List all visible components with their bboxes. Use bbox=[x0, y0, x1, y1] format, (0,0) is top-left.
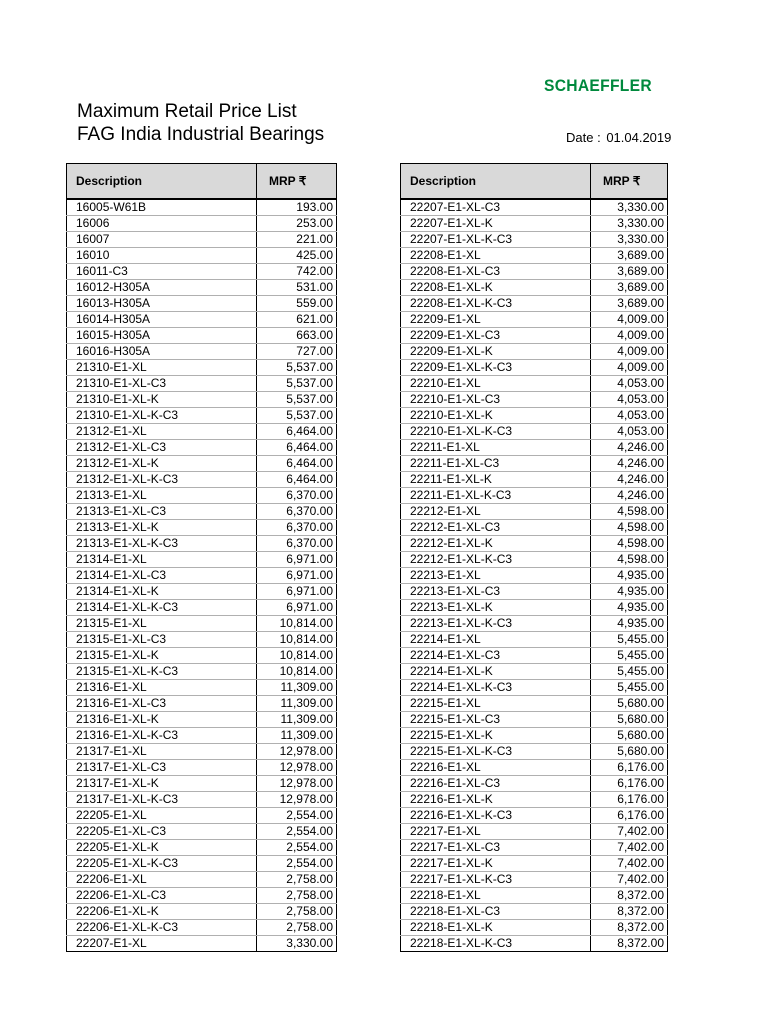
mrp-value: 5,455.00 bbox=[591, 632, 668, 648]
mrp-value: 3,689.00 bbox=[591, 280, 668, 296]
part-description: 22208-E1-XL-K-C3 bbox=[401, 296, 591, 312]
mrp-value: 4,053.00 bbox=[591, 424, 668, 440]
table-row bbox=[67, 488, 337, 504]
part-description: 22206-E1-XL-K bbox=[67, 904, 257, 920]
table-row bbox=[401, 808, 668, 824]
table-row bbox=[67, 312, 337, 328]
mrp-value: 6,176.00 bbox=[591, 808, 668, 824]
table-row bbox=[67, 376, 337, 392]
mrp-value: 4,935.00 bbox=[591, 568, 668, 584]
part-description: 22215-E1-XL-K bbox=[401, 728, 591, 744]
table-row bbox=[67, 936, 337, 952]
table-row bbox=[401, 760, 668, 776]
mrp-value: 5,680.00 bbox=[591, 728, 668, 744]
part-description: 22217-E1-XL-K-C3 bbox=[401, 872, 591, 888]
part-description: 21316-E1-XL-K bbox=[67, 712, 257, 728]
table-row bbox=[67, 199, 337, 216]
mrp-value: 5,455.00 bbox=[591, 648, 668, 664]
part-description: 22218-E1-XL bbox=[401, 888, 591, 904]
mrp-value: 6,176.00 bbox=[591, 792, 668, 808]
part-description: 21312-E1-XL-K bbox=[67, 456, 257, 472]
part-description: 21310-E1-XL-K bbox=[67, 392, 257, 408]
part-description: 21314-E1-XL-C3 bbox=[67, 568, 257, 584]
part-description: 22210-E1-XL-K-C3 bbox=[401, 424, 591, 440]
table-row bbox=[401, 248, 668, 264]
part-description: 22205-E1-XL-K-C3 bbox=[67, 856, 257, 872]
mrp-value: 11,309.00 bbox=[257, 696, 337, 712]
table-row bbox=[67, 808, 337, 824]
part-description: 16014-H305A bbox=[67, 312, 257, 328]
mrp-value: 8,372.00 bbox=[591, 936, 668, 952]
mrp-value: 4,935.00 bbox=[591, 616, 668, 632]
table-row bbox=[67, 280, 337, 296]
part-description: 22205-E1-XL-K bbox=[67, 840, 257, 856]
table-row bbox=[401, 232, 668, 248]
part-description: 22209-E1-XL bbox=[401, 312, 591, 328]
part-description: 22213-E1-XL-C3 bbox=[401, 584, 591, 600]
mrp-value: 6,464.00 bbox=[257, 424, 337, 440]
part-description: 22218-E1-XL-K bbox=[401, 920, 591, 936]
table-row bbox=[67, 728, 337, 744]
mrp-value: 2,554.00 bbox=[257, 856, 337, 872]
mrp-value: 6,176.00 bbox=[591, 776, 668, 792]
table-row bbox=[401, 792, 668, 808]
part-description: 21316-E1-XL bbox=[67, 680, 257, 696]
mrp-value: 193.00 bbox=[257, 199, 337, 216]
table-row bbox=[67, 328, 337, 344]
table-row bbox=[401, 648, 668, 664]
mrp-value: 4,246.00 bbox=[591, 488, 668, 504]
mrp-value: 2,554.00 bbox=[257, 808, 337, 824]
part-description: 21313-E1-XL-K-C3 bbox=[67, 536, 257, 552]
part-description: 22206-E1-XL-K-C3 bbox=[67, 920, 257, 936]
part-description: 21316-E1-XL-C3 bbox=[67, 696, 257, 712]
table-row bbox=[401, 488, 668, 504]
mrp-value: 3,689.00 bbox=[591, 264, 668, 280]
part-description: 21315-E1-XL bbox=[67, 616, 257, 632]
mrp-value: 11,309.00 bbox=[257, 712, 337, 728]
mrp-value: 5,455.00 bbox=[591, 680, 668, 696]
mrp-value: 5,537.00 bbox=[257, 360, 337, 376]
table-row bbox=[67, 392, 337, 408]
part-description: 22213-E1-XL-K-C3 bbox=[401, 616, 591, 632]
table-row bbox=[401, 440, 668, 456]
table-row bbox=[67, 264, 337, 280]
part-description: 22214-E1-XL-C3 bbox=[401, 648, 591, 664]
table-row bbox=[67, 616, 337, 632]
table-row bbox=[67, 408, 337, 424]
part-description: 22212-E1-XL-K bbox=[401, 536, 591, 552]
table-row bbox=[401, 552, 668, 568]
table-header-row bbox=[67, 164, 337, 200]
mrp-value: 5,680.00 bbox=[591, 744, 668, 760]
table-row bbox=[401, 424, 668, 440]
mrp-value: 10,814.00 bbox=[257, 648, 337, 664]
table-row bbox=[401, 680, 668, 696]
mrp-value: 531.00 bbox=[257, 280, 337, 296]
part-description: 22209-E1-XL-K-C3 bbox=[401, 360, 591, 376]
mrp-value: 4,598.00 bbox=[591, 552, 668, 568]
mrp-value: 6,370.00 bbox=[257, 488, 337, 504]
table-row bbox=[67, 888, 337, 904]
part-description: 16010 bbox=[67, 248, 257, 264]
part-description: 22207-E1-XL-C3 bbox=[401, 199, 591, 216]
mrp-value: 727.00 bbox=[257, 344, 337, 360]
mrp-value: 425.00 bbox=[257, 248, 337, 264]
mrp-value: 621.00 bbox=[257, 312, 337, 328]
mrp-value: 4,246.00 bbox=[591, 472, 668, 488]
mrp-value: 7,402.00 bbox=[591, 840, 668, 856]
table-row bbox=[401, 296, 668, 312]
mrp-value: 6,464.00 bbox=[257, 456, 337, 472]
mrp-value: 5,680.00 bbox=[591, 712, 668, 728]
table-row bbox=[67, 824, 337, 840]
price-table-left-body bbox=[67, 199, 337, 952]
table-row bbox=[401, 520, 668, 536]
part-description: 22215-E1-XL bbox=[401, 696, 591, 712]
mrp-value: 7,402.00 bbox=[591, 856, 668, 872]
part-description: 22216-E1-XL-K bbox=[401, 792, 591, 808]
mrp-value: 4,598.00 bbox=[591, 504, 668, 520]
table-row bbox=[401, 280, 668, 296]
part-description: 22207-E1-XL bbox=[67, 936, 257, 952]
mrp-value: 6,464.00 bbox=[257, 472, 337, 488]
part-description: 22218-E1-XL-K-C3 bbox=[401, 936, 591, 952]
part-description: 22213-E1-XL-K bbox=[401, 600, 591, 616]
part-description: 16011-C3 bbox=[67, 264, 257, 280]
date-line bbox=[566, 130, 671, 145]
table-row bbox=[401, 904, 668, 920]
mrp-value: 6,971.00 bbox=[257, 600, 337, 616]
part-description: 22205-E1-XL bbox=[67, 808, 257, 824]
table-row bbox=[67, 584, 337, 600]
mrp-value: 4,009.00 bbox=[591, 328, 668, 344]
part-description: 22212-E1-XL bbox=[401, 504, 591, 520]
part-description: 22206-E1-XL-C3 bbox=[67, 888, 257, 904]
table-row bbox=[401, 312, 668, 328]
mrp-value: 4,053.00 bbox=[591, 392, 668, 408]
table-row bbox=[401, 712, 668, 728]
table-row bbox=[401, 664, 668, 680]
table-row bbox=[401, 344, 668, 360]
part-description: 22212-E1-XL-C3 bbox=[401, 520, 591, 536]
mrp-value: 5,537.00 bbox=[257, 376, 337, 392]
mrp-value: 5,537.00 bbox=[257, 392, 337, 408]
part-description: 22216-E1-XL-K-C3 bbox=[401, 808, 591, 824]
table-row bbox=[401, 264, 668, 280]
table-row bbox=[67, 856, 337, 872]
part-description: 22217-E1-XL-C3 bbox=[401, 840, 591, 856]
table-row bbox=[67, 520, 337, 536]
mrp-value: 10,814.00 bbox=[257, 616, 337, 632]
part-description: 22207-E1-XL-K-C3 bbox=[401, 232, 591, 248]
schaeffler-logo: SCHAEFFLER bbox=[544, 76, 652, 95]
part-description: 21312-E1-XL bbox=[67, 424, 257, 440]
table-row bbox=[67, 840, 337, 856]
table-row bbox=[67, 696, 337, 712]
part-description: 22211-E1-XL-K-C3 bbox=[401, 488, 591, 504]
table-row bbox=[67, 248, 337, 264]
part-description: 21317-E1-XL bbox=[67, 744, 257, 760]
table-row bbox=[401, 856, 668, 872]
part-description: 21317-E1-XL-K bbox=[67, 776, 257, 792]
part-description: 22210-E1-XL-K bbox=[401, 408, 591, 424]
part-description: 16012-H305A bbox=[67, 280, 257, 296]
table-row bbox=[401, 472, 668, 488]
part-description: 22210-E1-XL bbox=[401, 376, 591, 392]
mrp-value: 253.00 bbox=[257, 216, 337, 232]
part-description: 22209-E1-XL-K bbox=[401, 344, 591, 360]
table-row bbox=[67, 792, 337, 808]
mrp-value: 4,598.00 bbox=[591, 536, 668, 552]
table-row bbox=[401, 360, 668, 376]
part-description: 22210-E1-XL-C3 bbox=[401, 392, 591, 408]
mrp-value: 2,758.00 bbox=[257, 904, 337, 920]
part-description: 21313-E1-XL bbox=[67, 488, 257, 504]
mrp-value: 8,372.00 bbox=[591, 920, 668, 936]
table-row bbox=[401, 328, 668, 344]
table-row bbox=[401, 728, 668, 744]
part-description: 21310-E1-XL-C3 bbox=[67, 376, 257, 392]
mrp-value: 5,455.00 bbox=[591, 664, 668, 680]
description-header: Description bbox=[67, 164, 257, 200]
table-row bbox=[401, 392, 668, 408]
mrp-value: 6,370.00 bbox=[257, 520, 337, 536]
table-row bbox=[67, 760, 337, 776]
table-row bbox=[401, 536, 668, 552]
part-description: 21316-E1-XL-K-C3 bbox=[67, 728, 257, 744]
mrp-value: 3,689.00 bbox=[591, 248, 668, 264]
table-row bbox=[401, 584, 668, 600]
part-description: 22209-E1-XL-C3 bbox=[401, 328, 591, 344]
part-description: 22215-E1-XL-K-C3 bbox=[401, 744, 591, 760]
mrp-value: 4,053.00 bbox=[591, 408, 668, 424]
part-description: 21315-E1-XL-K-C3 bbox=[67, 664, 257, 680]
part-description: 21313-E1-XL-C3 bbox=[67, 504, 257, 520]
table-row bbox=[401, 456, 668, 472]
table-row bbox=[67, 216, 337, 232]
description-header: Description bbox=[401, 164, 591, 200]
price-table-left bbox=[66, 163, 337, 952]
table-row bbox=[67, 872, 337, 888]
mrp-value: 221.00 bbox=[257, 232, 337, 248]
part-description: 21314-E1-XL bbox=[67, 552, 257, 568]
part-description: 22207-E1-XL-K bbox=[401, 216, 591, 232]
table-row bbox=[401, 776, 668, 792]
part-description: 22216-E1-XL bbox=[401, 760, 591, 776]
mrp-value: 3,330.00 bbox=[591, 216, 668, 232]
table-row bbox=[67, 680, 337, 696]
mrp-value: 6,370.00 bbox=[257, 504, 337, 520]
mrp-value: 4,009.00 bbox=[591, 312, 668, 328]
part-description: 21317-E1-XL-K-C3 bbox=[67, 792, 257, 808]
mrp-value: 5,537.00 bbox=[257, 408, 337, 424]
mrp-value: 4,935.00 bbox=[591, 600, 668, 616]
mrp-value: 11,309.00 bbox=[257, 728, 337, 744]
table-row bbox=[67, 744, 337, 760]
part-description: 21317-E1-XL-C3 bbox=[67, 760, 257, 776]
mrp-header: MRP ₹ bbox=[257, 164, 337, 200]
table-row bbox=[67, 904, 337, 920]
part-description: 22214-E1-XL-K-C3 bbox=[401, 680, 591, 696]
part-description: 22208-E1-XL-C3 bbox=[401, 264, 591, 280]
part-description: 22211-E1-XL bbox=[401, 440, 591, 456]
mrp-value: 742.00 bbox=[257, 264, 337, 280]
part-description: 21315-E1-XL-C3 bbox=[67, 632, 257, 648]
table-row bbox=[67, 440, 337, 456]
table-row bbox=[401, 936, 668, 952]
part-description: 21312-E1-XL-C3 bbox=[67, 440, 257, 456]
part-description: 16005-W61B bbox=[67, 199, 257, 216]
part-description: 21312-E1-XL-K-C3 bbox=[67, 472, 257, 488]
mrp-value: 4,246.00 bbox=[591, 440, 668, 456]
mrp-value: 12,978.00 bbox=[257, 760, 337, 776]
table-row bbox=[67, 456, 337, 472]
part-description: 22213-E1-XL bbox=[401, 568, 591, 584]
part-description: 21314-E1-XL-K-C3 bbox=[67, 600, 257, 616]
table-row bbox=[401, 744, 668, 760]
table-row bbox=[67, 552, 337, 568]
table-row bbox=[67, 536, 337, 552]
mrp-value: 4,598.00 bbox=[591, 520, 668, 536]
mrp-value: 10,814.00 bbox=[257, 632, 337, 648]
part-description: 21310-E1-XL bbox=[67, 360, 257, 376]
part-description: 22214-E1-XL bbox=[401, 632, 591, 648]
mrp-value: 6,370.00 bbox=[257, 536, 337, 552]
part-description: 22211-E1-XL-C3 bbox=[401, 456, 591, 472]
table-header-row bbox=[401, 164, 668, 200]
table-row bbox=[401, 600, 668, 616]
mrp-value: 4,935.00 bbox=[591, 584, 668, 600]
table-row bbox=[401, 568, 668, 584]
table-row bbox=[67, 600, 337, 616]
table-row bbox=[67, 632, 337, 648]
table-row bbox=[67, 344, 337, 360]
table-row bbox=[401, 888, 668, 904]
mrp-value: 663.00 bbox=[257, 328, 337, 344]
page-title: Maximum Retail Price List bbox=[77, 101, 297, 122]
table-row bbox=[401, 840, 668, 856]
price-table-right-body bbox=[401, 199, 668, 952]
table-row bbox=[67, 472, 337, 488]
table-row bbox=[67, 360, 337, 376]
mrp-value: 4,246.00 bbox=[591, 456, 668, 472]
mrp-value: 11,309.00 bbox=[257, 680, 337, 696]
part-description: 22211-E1-XL-K bbox=[401, 472, 591, 488]
mrp-value: 2,554.00 bbox=[257, 824, 337, 840]
part-description: 16007 bbox=[67, 232, 257, 248]
mrp-value: 10,814.00 bbox=[257, 664, 337, 680]
part-description: 16016-H305A bbox=[67, 344, 257, 360]
mrp-value: 2,758.00 bbox=[257, 920, 337, 936]
part-description: 22218-E1-XL-C3 bbox=[401, 904, 591, 920]
part-description: 21315-E1-XL-K bbox=[67, 648, 257, 664]
part-description: 22208-E1-XL-K bbox=[401, 280, 591, 296]
mrp-value: 5,680.00 bbox=[591, 696, 668, 712]
mrp-value: 12,978.00 bbox=[257, 792, 337, 808]
part-description: 22214-E1-XL-K bbox=[401, 664, 591, 680]
date-value: 01.04.2019 bbox=[606, 130, 672, 145]
table-row bbox=[67, 424, 337, 440]
table-row bbox=[67, 504, 337, 520]
table-row bbox=[67, 296, 337, 312]
mrp-value: 4,009.00 bbox=[591, 360, 668, 376]
table-row bbox=[67, 568, 337, 584]
table-row bbox=[401, 504, 668, 520]
mrp-value: 2,758.00 bbox=[257, 872, 337, 888]
mrp-value: 7,402.00 bbox=[591, 872, 668, 888]
mrp-value: 6,971.00 bbox=[257, 568, 337, 584]
mrp-header: MRP ₹ bbox=[591, 164, 668, 200]
part-description: 16006 bbox=[67, 216, 257, 232]
table-row bbox=[401, 376, 668, 392]
mrp-value: 12,978.00 bbox=[257, 776, 337, 792]
mrp-value: 8,372.00 bbox=[591, 888, 668, 904]
part-description: 21310-E1-XL-K-C3 bbox=[67, 408, 257, 424]
mrp-value: 6,971.00 bbox=[257, 584, 337, 600]
table-row bbox=[401, 920, 668, 936]
mrp-value: 3,689.00 bbox=[591, 296, 668, 312]
part-description: 22217-E1-XL bbox=[401, 824, 591, 840]
price-table-right bbox=[400, 163, 668, 952]
mrp-value: 8,372.00 bbox=[591, 904, 668, 920]
mrp-value: 3,330.00 bbox=[591, 199, 668, 216]
table-row bbox=[401, 824, 668, 840]
part-description: 22206-E1-XL bbox=[67, 872, 257, 888]
mrp-value: 2,554.00 bbox=[257, 840, 337, 856]
mrp-value: 2,758.00 bbox=[257, 888, 337, 904]
table-row bbox=[401, 696, 668, 712]
table-row bbox=[401, 216, 668, 232]
mrp-value: 4,053.00 bbox=[591, 376, 668, 392]
table-row bbox=[401, 408, 668, 424]
part-description: 22205-E1-XL-C3 bbox=[67, 824, 257, 840]
table-row bbox=[67, 232, 337, 248]
part-description: 22212-E1-XL-K-C3 bbox=[401, 552, 591, 568]
table-row bbox=[67, 712, 337, 728]
mrp-value: 6,464.00 bbox=[257, 440, 337, 456]
mrp-value: 7,402.00 bbox=[591, 824, 668, 840]
table-row bbox=[67, 920, 337, 936]
part-description: 22217-E1-XL-K bbox=[401, 856, 591, 872]
part-description: 22215-E1-XL-C3 bbox=[401, 712, 591, 728]
table-row bbox=[67, 648, 337, 664]
part-description: 22208-E1-XL bbox=[401, 248, 591, 264]
table-row bbox=[401, 199, 668, 216]
mrp-value: 6,176.00 bbox=[591, 760, 668, 776]
table-row bbox=[401, 616, 668, 632]
mrp-value: 12,978.00 bbox=[257, 744, 337, 760]
page-subtitle: FAG India Industrial Bearings bbox=[77, 124, 325, 145]
part-description: 16015-H305A bbox=[67, 328, 257, 344]
part-description: 16013-H305A bbox=[67, 296, 257, 312]
part-description: 22216-E1-XL-C3 bbox=[401, 776, 591, 792]
mrp-value: 559.00 bbox=[257, 296, 337, 312]
table-row bbox=[401, 632, 668, 648]
mrp-value: 3,330.00 bbox=[257, 936, 337, 952]
date-label: Date : bbox=[566, 130, 601, 145]
mrp-value: 3,330.00 bbox=[591, 232, 668, 248]
table-row bbox=[67, 664, 337, 680]
table-row bbox=[401, 872, 668, 888]
part-description: 21314-E1-XL-K bbox=[67, 584, 257, 600]
mrp-value: 6,971.00 bbox=[257, 552, 337, 568]
table-row bbox=[67, 776, 337, 792]
part-description: 21313-E1-XL-K bbox=[67, 520, 257, 536]
mrp-value: 4,009.00 bbox=[591, 344, 668, 360]
